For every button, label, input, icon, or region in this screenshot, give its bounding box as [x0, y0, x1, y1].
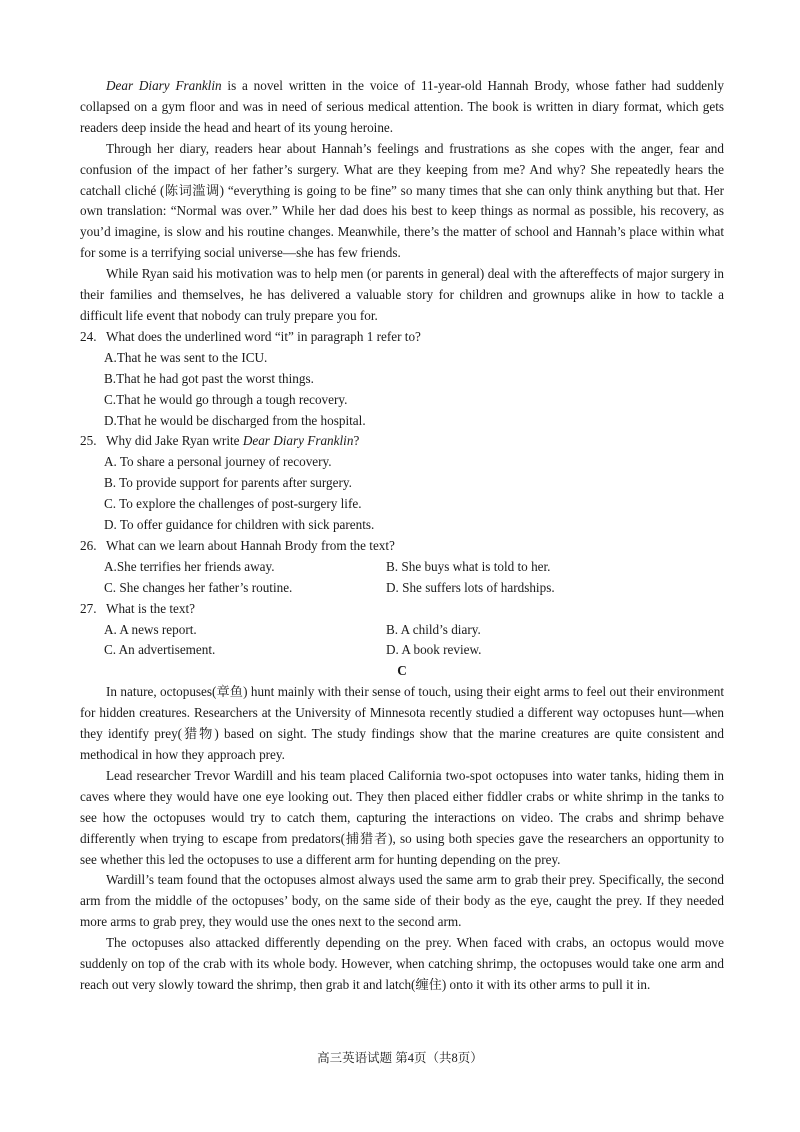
- question-stem: What does the underlined word “it” in paragraph 1 refer to?: [106, 328, 421, 344]
- question-24: [80, 327, 724, 432]
- option-a: A. To share a personal journey of recovery.: [104, 454, 332, 470]
- question-stem: What is the text?: [106, 600, 195, 616]
- question-stem: Why did Jake Ryan write Dear Diary Franklin?: [106, 433, 360, 449]
- option-a: A.She terrifies her friends away.: [104, 558, 275, 574]
- passage-c-paragraph-1: In nature, octopuses(章鱼) hunt mainly with their sense of touch, using their eight arms to feel out their environment for hidden creatures. Researchers at the University of Minnesota recently studied a different way octopuses hunt—when they identify prey(猎物) based on sight. The study findings show that the marine creatures are quite consistent and methodical in how they approach prey.: [80, 684, 724, 762]
- option-d: D.That he would be discharged from the hospital.: [104, 412, 366, 428]
- option-c: C. To explore the challenges of post-surgery life.: [104, 496, 362, 512]
- passage-c-paragraph-3: Wardill’s team found that the octopuses almost always used the same arm to grab their prey. Specifically, the second arm from the middle of the octopuses’ body, on the same side of their body as the eye, caught the prey. If they needed more arms to grab prey, they would use the ones next to the second arm.: [80, 872, 724, 930]
- option-c: C.That he would go through a tough recovery.: [104, 391, 348, 407]
- question-27: [80, 599, 724, 662]
- book-title: Dear Diary Franklin: [106, 78, 222, 93]
- option-b: B.That he had got past the worst things.: [104, 370, 314, 386]
- question-number: 25.: [80, 433, 97, 449]
- page-footer: 高三英语试题 第4页（共8页）: [317, 1051, 483, 1065]
- passage-b-paragraph-3: While Ryan said his motivation was to help men (or parents in general) deal with the aftereffects of major surgery in their families and themselves, he has delivered a valuable story for children and grownups alike in how to tackle a difficult life event that nobody can truly prepare you for.: [80, 266, 724, 323]
- exam-page: [80, 76, 724, 996]
- question-25: [80, 431, 724, 536]
- passage-c-paragraph-2: Lead researcher Trevor Wardill and his team placed California two-spot octopuses into water tanks, hiding them in caves where they would have one eye looking out. They then placed either fiddler crabs or white shrimp in the tanks to see how the octopuses would try to catch them, capturing the interactions on video. The crabs and shrimp behave differently when trying to escape from predators(捕猎者), so using both species gave the researchers an opportunity to see whether this led the octopuses to use a different arm for hunting depending on the prey.: [80, 767, 724, 867]
- option-b: B. To provide support for parents after surgery.: [104, 475, 352, 491]
- question-26: [80, 536, 724, 599]
- passage-b-paragraph-2: Through her diary, readers hear about Hannah’s feelings and frustrations as she copes with the anger, fear and confusion of the impact of her father’s surgery. What are they keeping from me? And why? She repeatedly hears the catchall cliché (陈词滥调) “everything is going to be fine” so many times that she can only think anything but that. Her own translation: “Normal was over.” While her dad does his best to keep things as normal as possible, his recovery, as you’d imagine, is slow and his routine changes. Meanwhile, there’s the matter of school and Hannah’s place within what for some is a terrifying social universe—she has few friends.: [80, 140, 724, 261]
- question-number: 24.: [80, 328, 97, 344]
- passage-b-paragraph-1: Dear Diary Franklin is a novel written in the voice of 11-year-old Hannah Brody, whose father had suddenly collapsed on a gym floor and was in need of serious medical attention. The book is written in diary format, which gets readers deep inside the head and heart of its young heroine.: [80, 78, 724, 135]
- option-a: A. A news report.: [104, 621, 197, 637]
- option-c: C. An advertisement.: [104, 642, 216, 658]
- option-b: B. A child’s diary.: [386, 621, 481, 637]
- section-heading-c: C: [397, 663, 407, 679]
- option-d: D. She suffers lots of hardships.: [386, 579, 555, 595]
- question-stem: What can we learn about Hannah Brody from the text?: [106, 537, 395, 553]
- option-c: C. She changes her father’s routine.: [104, 579, 293, 595]
- passage-c-paragraph-4: The octopuses also attacked differently depending on the prey. When faced with crabs, an octopus would move suddenly on top of the crab with its whole body. However, when catching shrimp, the octopuses would take one arm and reach out very slowly toward the shrimp, then grab it and latch(缠住) onto it with its other arms to pull it in.: [80, 935, 724, 992]
- question-number: 26.: [80, 537, 97, 553]
- option-a: A.That he was sent to the ICU.: [104, 349, 268, 365]
- question-number: 27.: [80, 600, 97, 616]
- option-d: D. To offer guidance for children with sick parents.: [104, 517, 375, 533]
- option-b: B. She buys what is told to her.: [386, 558, 551, 574]
- option-d: D. A book review.: [386, 642, 482, 658]
